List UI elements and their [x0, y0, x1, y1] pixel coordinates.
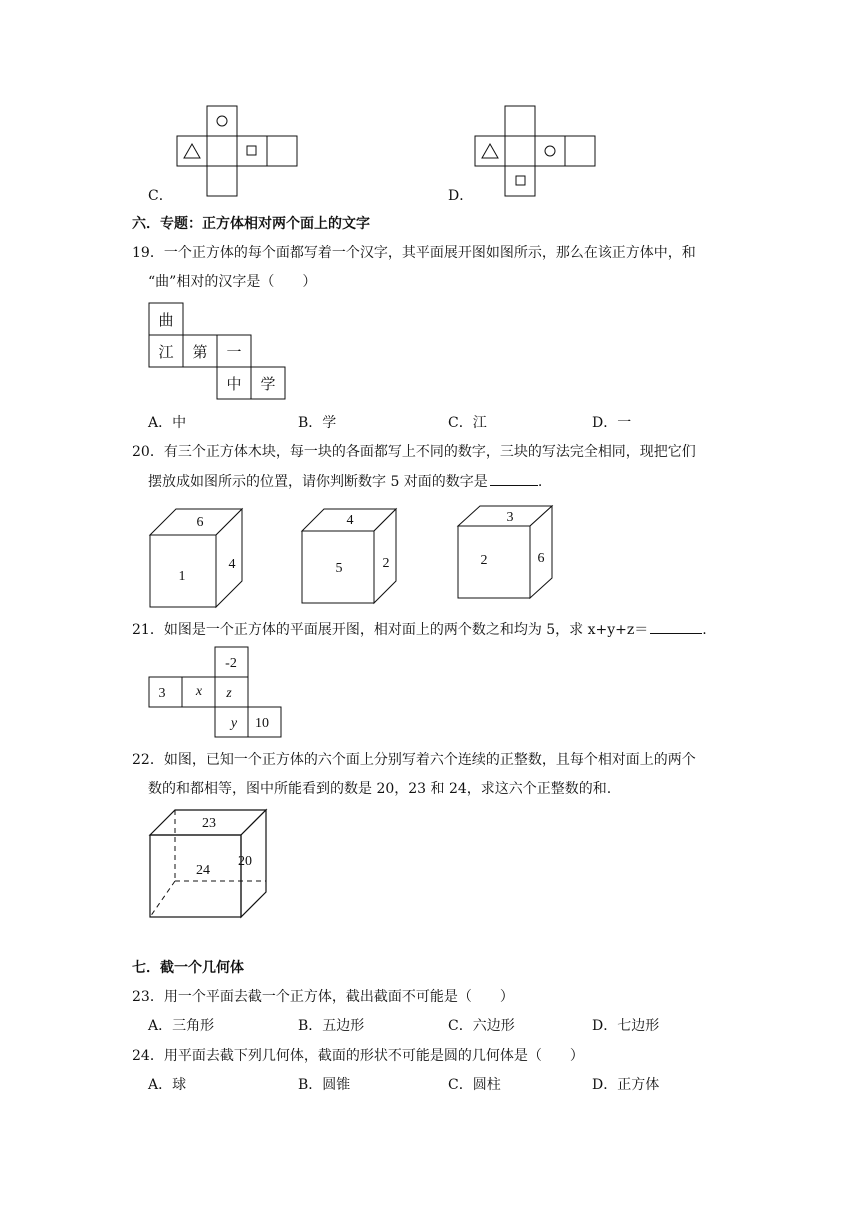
q20-cube-3-top: 3: [506, 510, 514, 525]
q19-option-b: B．学: [298, 415, 337, 431]
option-c-label: C．: [148, 188, 173, 204]
q21-net-cell-z: z: [226, 686, 232, 701]
q24-text-line1: 24．用平面去截下列几何体，截面的形状不可能是圆的几何体是（ ）: [132, 1048, 584, 1064]
option-d-net: [474, 104, 604, 200]
q22-text-line1: 22．如图，已知一个正方体的六个面上分别写着六个连续的正整数，且每个相对面上的两个: [132, 752, 696, 768]
section-6-title: 六．专题：正方体相对两个面上的文字: [132, 216, 370, 232]
q22-cube: [148, 808, 270, 920]
q21-net-cell-10: 10: [255, 716, 269, 731]
answer-blank: [650, 619, 702, 634]
q20-cube-3-front: 2: [480, 553, 488, 568]
q20-cube-1-front: 1: [178, 569, 186, 584]
q19-text-line1: 19．一个正方体的每个面都写着一个汉字，其平面展开图如图所示，那么在该正方体中，和: [132, 245, 696, 261]
q23-option-a: A．三角形: [148, 1018, 215, 1034]
q20-text-line1: 20．有三个正方体木块，每一块的各面都写上不同的数字，三块的写法完全相同，现把它们: [132, 444, 696, 460]
answer-blank: [490, 471, 538, 486]
q19-net-cell-xue: 学: [260, 375, 276, 393]
q19-net-cell-jiang: 江: [158, 343, 174, 361]
q20-text-line2: 摆放成如图所示的位置，请你判断数字 5 对面的数字是 .: [148, 471, 542, 492]
q21-net-cell-neg2: -2: [225, 656, 237, 671]
q20-cube-1-top: 6: [196, 515, 204, 530]
q23-option-c: C．六边形: [448, 1018, 515, 1034]
q22-cube-top: 23: [202, 816, 216, 831]
q23-text-line1: 23．用一个平面去截一个正方体，截出截面不可能是（ ）: [132, 989, 514, 1005]
q19-net-cell-di: 第: [192, 343, 208, 361]
q24-option-a: A．球: [148, 1077, 187, 1093]
q20-cube-2-side: 2: [382, 556, 390, 571]
q24-option-b: B．圆锥: [298, 1077, 351, 1093]
option-d-label: D．: [448, 188, 474, 204]
q20-cube-2-top: 4: [346, 513, 354, 528]
q19-net-cell-zhong: 中: [226, 375, 242, 393]
q21-net-cell-y: y: [230, 716, 238, 731]
q19-net-cell-qu: 曲: [158, 311, 174, 329]
q20-cube-3-side: 6: [537, 551, 545, 566]
q24-option-d: D．正方体: [592, 1077, 660, 1093]
q19-net: [148, 302, 288, 402]
q21-net: [148, 645, 288, 741]
q22-cube-front: 24: [196, 863, 210, 878]
q21-net-cell-x: x: [195, 684, 203, 699]
q21-net-cell-3: 3: [158, 686, 166, 701]
section-7-title: 七．截一个几何体: [132, 960, 244, 976]
q22-cube-side: 20: [238, 854, 252, 869]
q22-text-line2: 数的和都相等，图中所能看到的数是 20，23 和 24，求这六个正整数的和.: [148, 781, 612, 797]
q21-text-line1: 21．如图是一个正方体的平面展开图，相对面上的两个数之和均为 5，求 x+y+z＝ .: [132, 619, 707, 640]
q20-cube-1: [148, 505, 248, 609]
q19-net-cell-yi: 一: [226, 343, 242, 361]
q19-option-c: C．江: [448, 415, 487, 431]
q23-option-b: B．五边形: [298, 1018, 365, 1034]
q24-option-c: C．圆柱: [448, 1077, 501, 1093]
q20-cube-3: [456, 502, 556, 602]
q19-option-d: D．一: [592, 415, 632, 431]
q20-cube-1-side: 4: [228, 557, 236, 572]
q19-option-a: A．中: [148, 415, 187, 431]
q19-text-line2: “曲”相对的汉字是（ ）: [148, 274, 317, 290]
q23-option-d: D．七边形: [592, 1018, 660, 1034]
q20-cube-2-front: 5: [335, 561, 343, 576]
option-c-net: [176, 104, 306, 200]
q20-cube-2: [300, 505, 400, 605]
